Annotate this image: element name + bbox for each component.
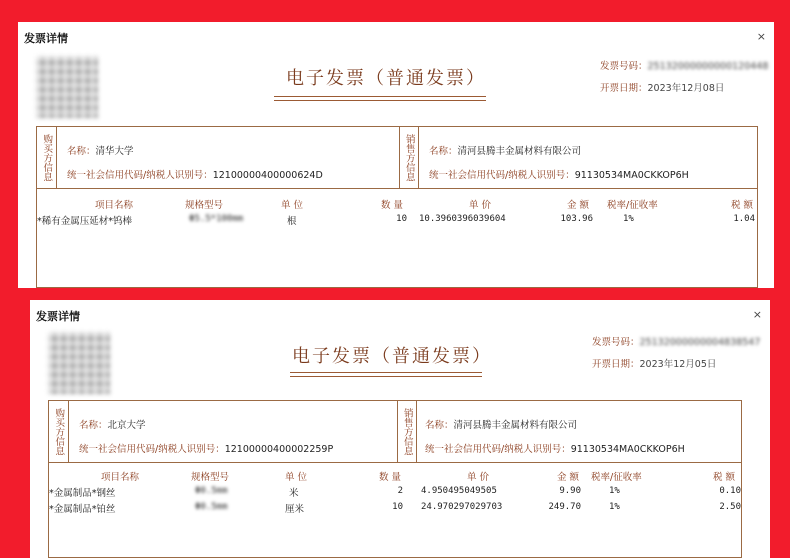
col-spec: 规格型号	[185, 200, 224, 211]
dialog-title: 发票详情	[36, 310, 80, 323]
item-unit: 米	[289, 488, 299, 499]
item-price: 24.970297029703	[421, 502, 503, 512]
dialog-title: 发票详情	[24, 32, 68, 45]
item-rate: 1%	[623, 214, 634, 224]
col-amount: 金 额	[557, 472, 580, 483]
item-qty: 10	[392, 502, 403, 512]
buyer-name: 名称：清华大学	[67, 146, 134, 157]
invoice-date: 开票日期：2023年12月05日	[592, 359, 717, 370]
title-underline	[290, 372, 482, 377]
party-row	[37, 127, 757, 189]
col-rate: 税率/征收率	[607, 200, 658, 211]
col-tax: 税 额	[713, 472, 736, 483]
item-spec: Φ5.5*100mm	[189, 214, 244, 224]
party-row	[49, 401, 741, 463]
col-item-name: 项目名称	[101, 472, 140, 483]
buyer-label: 购买方信息	[49, 401, 69, 463]
item-unit: 厘米	[285, 504, 305, 515]
qr-code-icon	[36, 56, 98, 118]
invoice-number: 发票号码：25132000000000120448	[600, 61, 769, 72]
col-price: 单 价	[469, 200, 492, 211]
col-unit: 单 位	[285, 472, 308, 483]
item-price: 4.950495049505	[421, 486, 497, 496]
buyer-name: 名称：北京大学	[79, 420, 146, 431]
title-underline	[274, 96, 486, 101]
seller-tax-id: 统一社会信用代码/纳税人识别号：91130534MA0CKKOP6H	[429, 170, 689, 181]
item-price: 10.3960396039604	[419, 214, 506, 224]
item-qty: 2	[397, 486, 403, 496]
invoice-table	[36, 126, 758, 288]
seller-name: 名称：清河县腾丰金属材料有限公司	[425, 420, 578, 431]
buyer-tax-id: 统一社会信用代码/纳税人识别号：12100000400000624D	[67, 170, 323, 181]
seller-label: 销售方信息	[397, 401, 417, 463]
col-rate: 税率/征收率	[591, 472, 642, 483]
item-spec: Φ0.5mm	[195, 486, 228, 496]
item-tax: 2.50	[719, 502, 741, 512]
invoice-dialog-2	[30, 300, 770, 558]
col-tax: 税 额	[731, 200, 754, 211]
col-unit: 单 位	[281, 200, 304, 211]
invoice-number: 发票号码：25132000000004838547	[592, 337, 761, 348]
col-spec: 规格型号	[191, 472, 230, 483]
col-amount: 金 额	[567, 200, 590, 211]
item-spec: Φ0.5mm	[195, 502, 228, 512]
item-tax: 1.04	[733, 214, 755, 224]
col-price: 单 价	[467, 472, 490, 483]
item-rate: 1%	[609, 502, 620, 512]
invoice-dialog-1	[18, 22, 774, 288]
col-item-name: 项目名称	[95, 200, 134, 211]
invoice-title: 电子发票（普通发票）	[286, 68, 486, 89]
item-amount: 103.96	[560, 214, 593, 224]
col-qty: 数 量	[381, 200, 404, 211]
qr-code-icon	[48, 332, 110, 394]
invoice-date: 开票日期：2023年12月08日	[600, 83, 725, 94]
item-name: *金属制品*钢丝	[49, 488, 116, 499]
item-amount: 9.90	[559, 486, 581, 496]
item-rate: 1%	[609, 486, 620, 496]
seller-name: 名称：清河县腾丰金属材料有限公司	[429, 146, 582, 157]
buyer-tax-id: 统一社会信用代码/纳税人识别号：12100000400002259P	[79, 444, 334, 455]
invoice-table	[48, 400, 742, 558]
invoice-title: 电子发票（普通发票）	[292, 346, 492, 367]
item-unit: 根	[287, 216, 297, 227]
seller-tax-id: 统一社会信用代码/纳税人识别号：91130534MA0CKKOP6H	[425, 444, 685, 455]
col-qty: 数 量	[379, 472, 402, 483]
item-tax: 0.10	[719, 486, 741, 496]
close-icon[interactable]: ×	[752, 308, 762, 321]
item-amount: 249.70	[548, 502, 581, 512]
seller-label: 销售方信息	[399, 127, 419, 189]
close-icon[interactable]: ×	[756, 30, 766, 43]
item-name: *稀有金属压延材*钨棒	[37, 216, 133, 227]
item-name: *金属制品*铂丝	[49, 504, 116, 515]
buyer-label: 购买方信息	[37, 127, 57, 189]
item-qty: 10	[396, 214, 407, 224]
